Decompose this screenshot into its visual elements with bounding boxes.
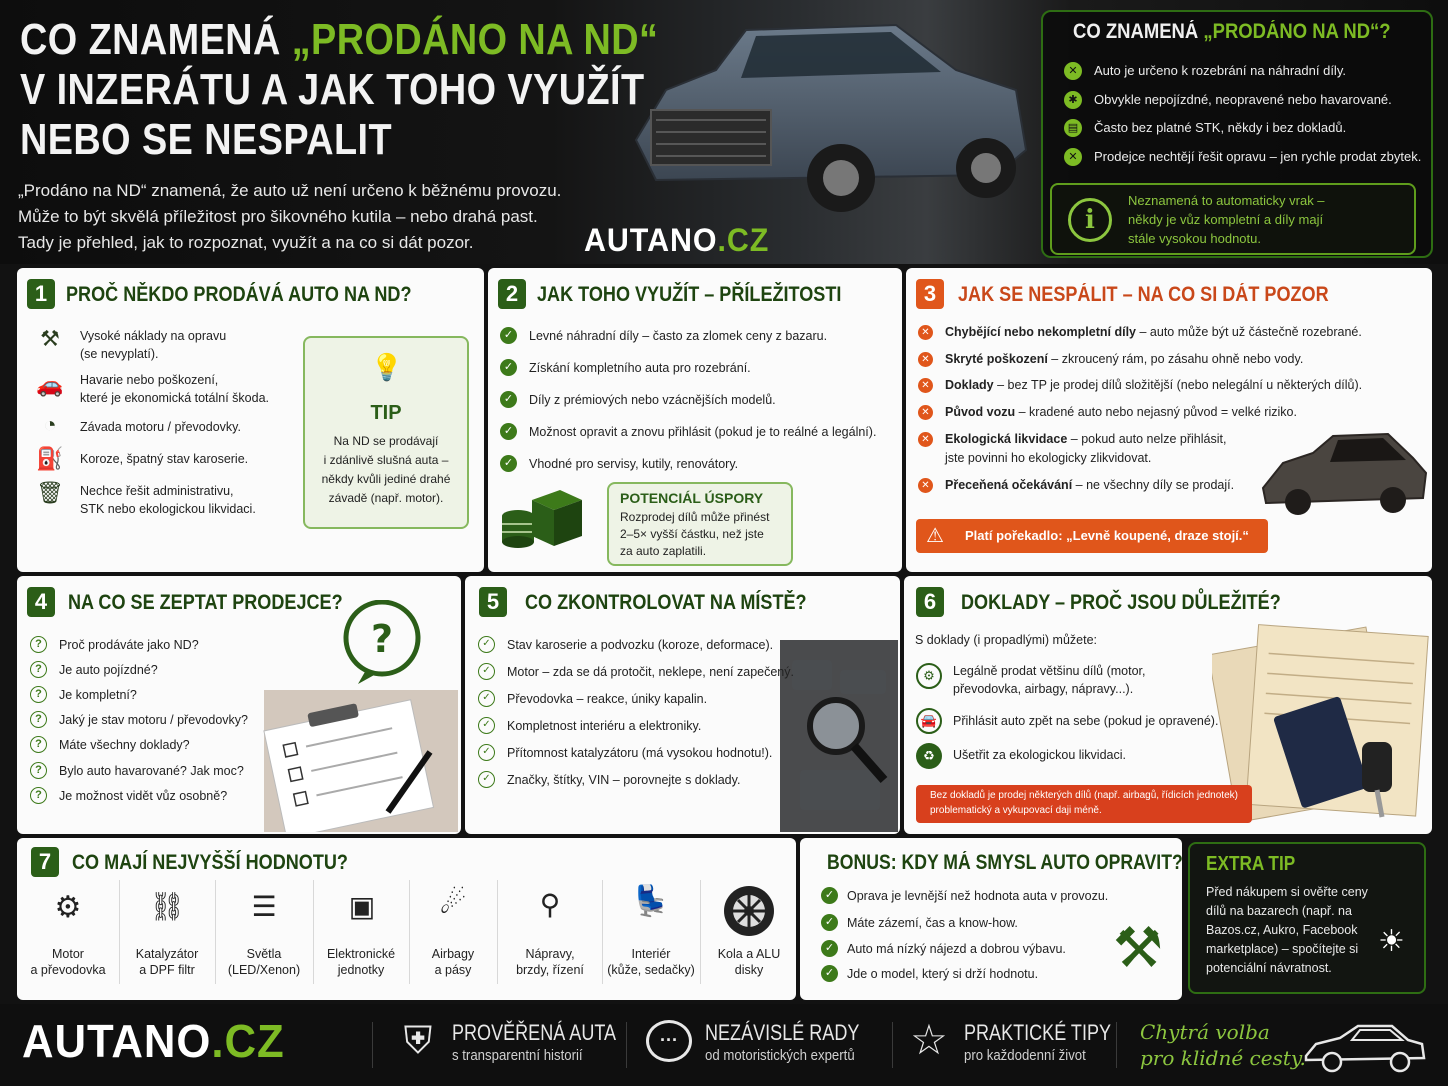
- divider: [119, 880, 120, 984]
- section-title: PROČ NĚKDO PRODÁVÁ AUTO NA ND?: [66, 283, 412, 306]
- check-icon: ✓: [500, 359, 517, 376]
- tip-title: TIP: [370, 402, 402, 424]
- x-icon: ✕: [918, 325, 933, 340]
- section-title: DOKLADY – PROČ JSOU DŮLEŽITÉ?: [961, 591, 1281, 614]
- warning-item: Ekologická likvidace – pokud auto nelze přihlásit,: [945, 432, 1227, 446]
- part-label-sub: a pásy: [434, 963, 472, 977]
- extra-tip-line: dílů na bazarech (např. na: [1206, 904, 1352, 918]
- warning-item: Přeceňená očekávání – ne všechny díly se prodají.: [945, 478, 1235, 492]
- documents-item: Legálně prodat většinu dílů (motor,: [953, 664, 1146, 678]
- reason-item: Havarie nebo poškození,: [80, 373, 219, 387]
- money-boxes-icon: [498, 486, 586, 556]
- section-title: NA CO SE ZEPTAT PRODEJCE?: [68, 591, 343, 614]
- question-icon: ?: [30, 686, 47, 703]
- divider: [1116, 1022, 1117, 1068]
- check-circle-icon: ✓: [478, 690, 495, 707]
- part-label: Nápravy,: [525, 947, 575, 961]
- bonus-item: Jde o model, který si drží hodnotu.: [847, 967, 1039, 981]
- clipboard-illustration: [258, 600, 458, 832]
- x-icon: ✕: [918, 478, 933, 493]
- check-circle-icon: ✓: [478, 636, 495, 653]
- check-circle-icon: ✓: [478, 663, 495, 680]
- proverb-text: Platí pořekadlo: „Levně koupené, draze stojí.“: [965, 528, 1249, 543]
- definition-note-line: Neznamená to automaticky vrak –: [1128, 193, 1325, 208]
- reason-item: Nechce řešit administrativu,: [80, 484, 234, 498]
- part-label: Interiér: [631, 947, 671, 961]
- reason-item: Koroze, špatný stav karoserie.: [80, 452, 249, 466]
- airbag-icon: ☄: [439, 887, 467, 920]
- hero-subtitle-2: Může to být skvělá příležitost pro šikovného kutila – nebo drahá past.: [18, 207, 538, 226]
- part-label: Elektronické: [326, 947, 396, 961]
- check-icon: ✓: [821, 965, 838, 982]
- check-icon: ✓: [500, 455, 517, 472]
- section-number: 4: [27, 587, 55, 617]
- x-icon: ✕: [918, 378, 933, 393]
- tip-line: někdy kvůli jediné drahé: [321, 472, 451, 486]
- part-label-sub: disky: [734, 963, 764, 977]
- star-icon: ☆: [910, 1016, 948, 1063]
- inspection-item: Stav karoserie a podvozku (koroze, deformace).: [507, 638, 774, 652]
- section-title: JAK SE NESPÁLIT – NA CO SI DÁT POZOR: [958, 283, 1329, 306]
- question-item: Je možnost vidět vůz osobně?: [59, 789, 228, 803]
- section-number: 3: [916, 279, 944, 309]
- footer-feature-sub: pro každodenní život: [964, 1047, 1086, 1064]
- section-title: CO MAJÍ NEJVYŠŠÍ HODNOTU?: [72, 851, 348, 874]
- hero-title-line1: CO ZNAMENÁ „PRODÁNO NA ND“: [20, 15, 659, 64]
- check-icon: ✓: [821, 887, 838, 904]
- gauge-icon: ◔: [43, 412, 57, 437]
- reason-item-sub: (se nevyplatí).: [80, 347, 159, 361]
- extra-tip-line: marketplace) – spočítejte si: [1206, 942, 1359, 956]
- documents-warning-line: problematický a vykupovací daji méně.: [930, 805, 1102, 816]
- question-item: Máte všechny doklady?: [59, 738, 190, 752]
- crashed-car-icon: 🚗: [36, 372, 64, 397]
- question-item: Jaký je stav motoru / převodovky?: [59, 713, 248, 727]
- section-number: 7: [31, 847, 59, 877]
- hero-subtitle-3: Tady je přehled, jak to rozpoznat, využít a na co si dát pozor.: [18, 233, 474, 252]
- bonus-item: Oprava je levnější než hodnota auta v provozu.: [847, 889, 1109, 903]
- bonus-title: BONUS: KDY MÁ SMYSL AUTO OPRAVIT?: [827, 851, 1183, 874]
- check-icon: ✓: [821, 940, 838, 957]
- section-number: 5: [479, 587, 507, 617]
- x-icon: ✕: [918, 405, 933, 420]
- engine-icon: ⚙: [54, 891, 82, 924]
- definition-item: Obvykle nepojízdné, neopravené nebo havarované.: [1094, 92, 1392, 107]
- headlight-icon: ☰: [251, 891, 277, 922]
- documents-intro: S doklady (i propadlými) můžete:: [915, 633, 1098, 647]
- hero-logo: AUTANO.CZ: [584, 222, 770, 258]
- part-label-sub: a DPF filtr: [139, 963, 195, 977]
- question-item: Je kompletní?: [59, 688, 137, 702]
- extra-tip-line: potenciální návratnost.: [1206, 961, 1332, 975]
- divider: [700, 880, 701, 984]
- savings-title: POTENCIÁL ÚSPORY: [620, 490, 764, 506]
- car-outline-icon: [1300, 1022, 1428, 1074]
- savings-line: za auto zaplatili.: [620, 544, 707, 558]
- check-circle-icon: ✓: [478, 771, 495, 788]
- part-label-sub: (LED/Xenon): [227, 963, 301, 977]
- question-icon: ?: [30, 636, 47, 653]
- x-icon: ✕: [918, 352, 933, 367]
- definition-item: Často bez platné STK, někdy i bez dokladů.: [1094, 120, 1347, 135]
- tip-line: Na ND se prodávají: [333, 434, 439, 448]
- alloy-wheel-icon: [722, 884, 776, 938]
- part-label-sub: a převodovka: [30, 963, 106, 977]
- divider: [892, 1022, 893, 1068]
- part-label-sub: brzdy, řízení: [516, 963, 584, 977]
- inspection-item: Značky, štítky, VIN – porovnejte s doklady.: [507, 773, 741, 787]
- car-register-icon: 🚘: [916, 708, 942, 734]
- part-label: Katalyzátor: [135, 947, 199, 961]
- opportunity-item: Levné náhradní díly – často za zlomek ceny z bazaru.: [529, 329, 828, 343]
- footer-feature-title: PROVĚŘENÁ AUTA: [452, 1020, 617, 1045]
- extra-tip-title: EXTRA TIP: [1206, 853, 1296, 875]
- warning-triangle-icon: ⚠: [926, 525, 944, 547]
- check-icon: ✓: [500, 327, 517, 344]
- burned-car-illustration: [1258, 428, 1428, 518]
- lightbulb-icon: ☀: [1378, 925, 1405, 958]
- savings-line: 2–5× vyšší částku, než jste: [620, 527, 764, 541]
- info-icon: i: [1068, 198, 1112, 242]
- question-item: Je auto pojízdné?: [59, 663, 158, 677]
- wrench-icon: ✕: [1064, 62, 1082, 80]
- opportunity-item: Možnost opravit a znovu přihlásit (pokud je to reálné a legální).: [529, 425, 877, 439]
- opportunity-item: Získání kompletního auta pro rozebrání.: [529, 361, 751, 375]
- part-label: Kola a ALU: [717, 947, 781, 961]
- check-circle-icon: ✓: [478, 744, 495, 761]
- section-title: JAK TOHO VYUŽÍT – PŘÍLEŽITOSTI: [537, 283, 842, 306]
- warning-item: Původ vozu – kradené auto nebo nejasný původ = velké riziko.: [945, 405, 1297, 419]
- opportunity-item: Vhodné pro servisy, kutily, renovátory.: [529, 457, 739, 471]
- bonus-item: Máte zázemí, čas a know-how.: [847, 916, 1018, 930]
- wrench-cross-icon: ⚒: [40, 326, 60, 351]
- engine-magnifier-illustration: [780, 640, 898, 832]
- question-item: Bylo auto havarované? Jak moc?: [59, 764, 244, 778]
- part-label-sub: jednotky: [337, 963, 385, 977]
- check-icon: ✓: [500, 391, 517, 408]
- savings-line: Rozprodej dílů může přinést: [620, 510, 770, 524]
- inspection-item: Motor – zda se dá protočit, neklepe, není zapečený.: [507, 665, 794, 679]
- footer-feature-sub: od motoristických expertů: [705, 1047, 855, 1064]
- definition-note-line: někdy je vůz kompletní a díly mají: [1128, 212, 1324, 227]
- reason-item-sub: které je ekonomická totální škoda.: [80, 391, 269, 405]
- wrench-screwdriver-icon: ⚒: [1112, 916, 1164, 979]
- axle-icon: ⚲: [539, 889, 561, 920]
- car-parts-icon: ⚙: [916, 663, 942, 689]
- section-number: 1: [27, 279, 55, 309]
- warning-item: Doklady – bez TP je prodej dílů složitější (nebo nelegální u některých dílů).: [945, 378, 1363, 392]
- footer-logo: AUTANO.CZ: [22, 1015, 285, 1067]
- eco-icon: ♻: [916, 743, 942, 769]
- tip-line: závadě (např. motor).: [328, 491, 444, 505]
- extra-tip-line: Před nákupem si ověřte ceny: [1206, 885, 1368, 899]
- tip-line: i zdánlivě slušná auta –: [323, 453, 449, 467]
- bonus-item: Auto má nízký nájezd a dobrou výbavu.: [847, 942, 1066, 956]
- definition-item: Auto je určeno k rozebrání na náhradní díly.: [1094, 63, 1346, 78]
- x-icon: ✕: [918, 432, 933, 447]
- warning-item-sub: jste povinni ho ekologicky zlikvidovat.: [945, 451, 1152, 465]
- car-seat-icon: 💺: [632, 885, 670, 918]
- part-label-sub: (kůže, sedačky): [607, 963, 695, 977]
- question-icon: ?: [30, 762, 47, 779]
- trash-icon: 🗑: [36, 480, 64, 505]
- check-icon: ✓: [500, 423, 517, 440]
- question-icon: ?: [30, 711, 47, 728]
- svg-text:?: ?: [370, 617, 394, 661]
- section-number: 6: [916, 587, 944, 617]
- reason-item: Závada motoru / převodovky.: [80, 420, 241, 434]
- warning-item: Chybějící nebo nekompletní díly – auto může být už částečně rozebrané.: [945, 325, 1362, 339]
- divider: [313, 880, 314, 984]
- divider: [372, 1022, 373, 1068]
- reason-item-sub: STK nebo ekologickou likvidaci.: [80, 502, 256, 516]
- warning-item: Skryté poškození – zkroucený rám, po zásahu ohně nebo vody.: [945, 352, 1304, 366]
- section-number: 2: [498, 279, 526, 309]
- footer-feature-sub: s transparentní historií: [452, 1047, 583, 1064]
- tools-icon: ✕: [1064, 148, 1082, 166]
- part-label: Motor: [52, 947, 84, 961]
- documents-item: Přihlásit auto zpět na sebe (pokud je opravené).: [953, 714, 1219, 728]
- footer-feature-title: NEZÁVISLÉ RADY: [705, 1020, 860, 1045]
- definition-note-line: stále vysokou hodnotu.: [1128, 231, 1261, 246]
- footer-slogan-line: Chytrá volba: [1140, 1020, 1270, 1044]
- documents-warning-line: Bez dokladů je prodej některých dílů (např. airbagů, řídicích jednotek): [930, 790, 1238, 801]
- footer-feature-title: PRAKTICKÉ TIPY: [964, 1020, 1112, 1045]
- lightbulb-icon: 💡: [370, 352, 404, 382]
- ecu-chip-icon: ▣: [348, 891, 376, 922]
- documents-item: Ušetřit za ekologickou likvidaci.: [953, 748, 1126, 762]
- inspection-item: Přítomnost katalyzátoru (má vysokou hodnotu!).: [507, 746, 773, 760]
- reason-item: Vysoké náklady na opravu: [80, 329, 227, 343]
- hero-title-line2: V INZERÁTU A JAK TOHO VYUŽÍT: [20, 65, 645, 114]
- question-icon: ?: [30, 736, 47, 753]
- catalytic-converter-icon: ⛓: [149, 891, 185, 922]
- check-circle-icon: ✓: [478, 717, 495, 734]
- question-item: Proč prodáváte jako ND?: [59, 638, 199, 652]
- car-illustration: [596, 0, 1036, 230]
- opportunity-item: Díly z prémiových nebo vzácnějších modelů.: [529, 393, 776, 407]
- hero-subtitle-1: „Prodáno na ND“ znamená, že auto už není určeno k běžnému provozu.: [18, 181, 562, 200]
- spray-icon: ⛽: [36, 446, 64, 471]
- divider: [215, 880, 216, 984]
- part-label: Airbagy: [431, 947, 475, 961]
- document-icon: ▤: [1064, 119, 1082, 137]
- extra-tip-line: Bazos.cz, Aukro, Facebook: [1206, 923, 1358, 937]
- part-label: Světla: [246, 947, 282, 961]
- hero-title-line3: NEBO SE NESPALIT: [20, 115, 393, 164]
- chat-bubble-icon: ···: [646, 1020, 692, 1062]
- question-icon: ?: [30, 661, 47, 678]
- question-icon: ?: [30, 787, 47, 804]
- definition-box-title: CO ZNAMENÁ „PRODÁNO NA ND“?: [1073, 20, 1391, 43]
- shield-check-icon: ⛨: [403, 1020, 433, 1062]
- check-icon: ✓: [821, 914, 838, 931]
- section-title: CO ZKONTROLOVAT NA MÍSTĚ?: [525, 591, 807, 614]
- inspection-item: Kompletnost interiéru a elektroniky.: [507, 719, 702, 733]
- documents-item-sub: převodovka, airbagy, nápravy...).: [953, 682, 1134, 696]
- divider: [626, 1022, 627, 1068]
- footer-slogan-line: pro klidné cesty.: [1140, 1046, 1306, 1070]
- definition-item: Prodejce nechtějí řešit opravu – jen rychle prodat zbytek.: [1094, 149, 1422, 164]
- inspection-item: Převodovka – reakce, úniky kapalin.: [507, 692, 708, 706]
- car-crash-icon: ✱: [1064, 91, 1082, 109]
